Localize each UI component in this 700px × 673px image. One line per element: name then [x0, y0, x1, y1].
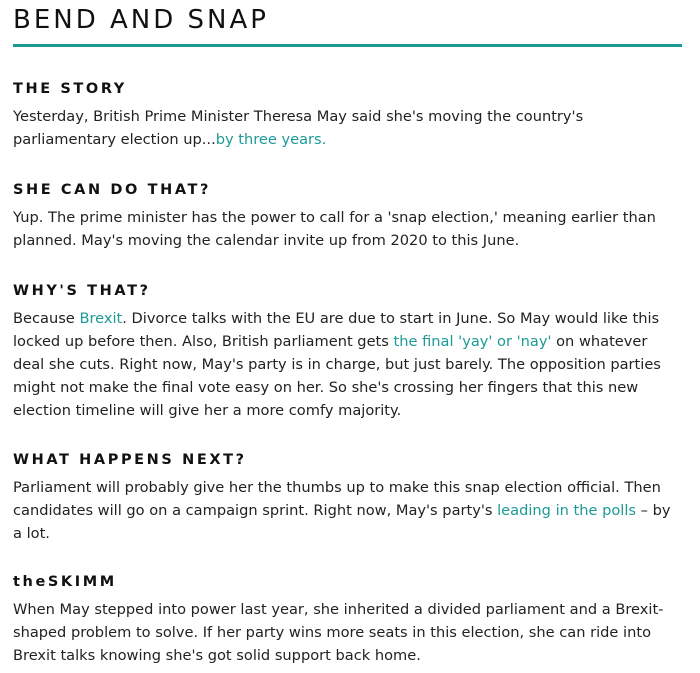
body-text: – by a lot. — [13, 502, 671, 542]
body-text: Yesterday, British Prime Minister Theresa May said she's moving the country's parliamentary election up... — [13, 108, 584, 148]
page-title: BEND AND SNAP — [13, 5, 269, 35]
body-text: Because — [13, 310, 80, 327]
section-body — [13, 598, 682, 667]
section-the-story — [13, 79, 682, 151]
section-she-can-do-that — [13, 180, 682, 252]
title-divider — [13, 44, 682, 47]
section-heading: WHAT HAPPENS NEXT? — [13, 452, 247, 468]
section-heading: theSKIMM — [13, 574, 117, 590]
section-whys-that — [13, 281, 682, 422]
section-body — [13, 476, 682, 545]
body-text: When May stepped into power last year, she inherited a divided parliament and a Brexit-shaped problem to solve. If her party wins more seats in this election, she can ride into Brexit talks knowing she's got solid support back home. — [13, 601, 664, 664]
link-final-yay-or-nay[interactable]: the final 'yay' or 'nay' — [393, 333, 552, 350]
section-body — [13, 206, 682, 252]
section-what-happens-next — [13, 450, 682, 545]
body-text: Yup. The prime minister has the power to call for a 'snap election,' meaning earlier than planned. May's moving the calendar invite up from 2020 to this June. — [13, 209, 656, 249]
section-heading: THE STORY — [13, 81, 127, 97]
section-body — [13, 105, 682, 151]
body-text: . Divorce talks with the EU are due to start in June. So May would like this locked up before then. Also, British parliament gets — [13, 310, 660, 350]
section-heading: WHY'S THAT? — [13, 283, 151, 299]
section-heading: SHE CAN DO THAT? — [13, 182, 212, 198]
section-theskimm — [13, 572, 682, 667]
link-brexit[interactable]: Brexit — [79, 310, 123, 327]
link-by-three-years[interactable]: by three years. — [215, 131, 327, 148]
section-body — [13, 307, 682, 422]
body-text: on whatever deal she cuts. Right now, May's party is in charge, but just barely. The opposition parties might not make the final vote easy on her. So she's crossing her fingers that this new election timeline will give her a more comfy majority. — [13, 333, 661, 419]
body-text: Parliament will probably give her the thumbs up to make this snap election official. Then candidates will go on a campaign sprint. Right now, May's party's — [13, 479, 661, 519]
link-leading-in-the-polls[interactable]: leading in the polls — [497, 502, 637, 519]
